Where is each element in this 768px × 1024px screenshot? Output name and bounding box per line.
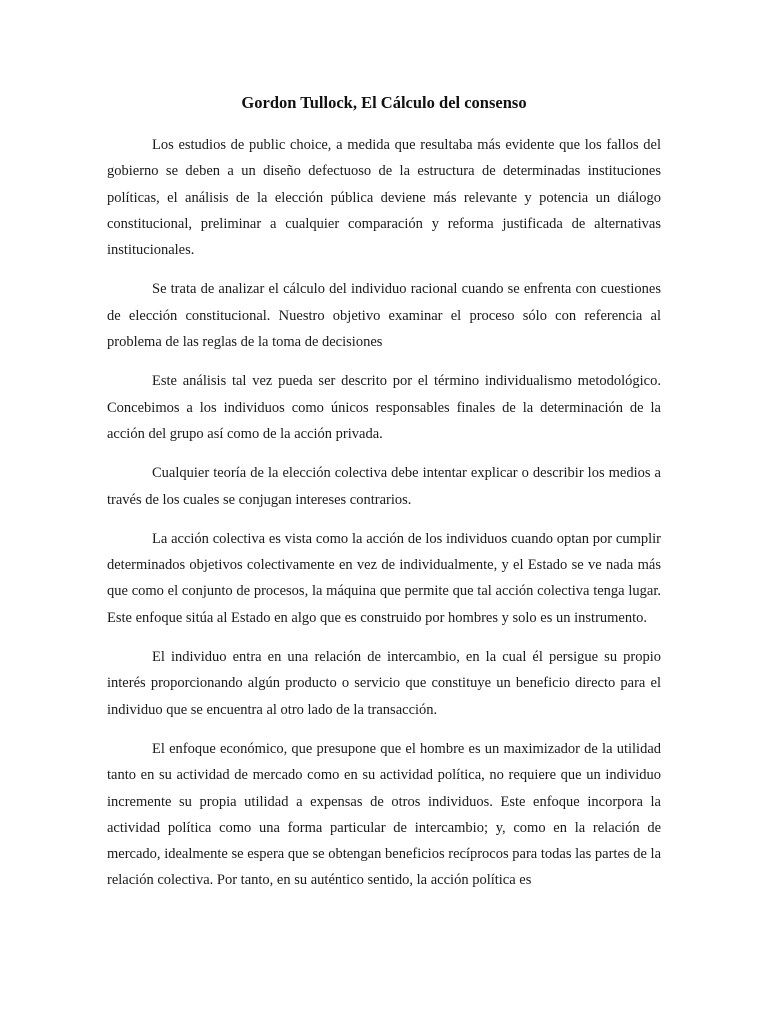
paragraph-2: Se trata de analizar el cálculo del individuo racional cuando se enfrenta con cuestiones de elección constitucional. Nuestro objetivo examinar el proceso sólo con referencia al problema de las reglas de la toma de decisiones [107, 281, 661, 351]
paragraph-7: El enfoque económico, que presupone que el hombre es un maximizador de la utilidad tanto en su actividad de mercado como en su actividad política, no requiere que un individuo incremente su propia utilidad a expensas de otros individuos. Este enfoque incorpora la actividad política como una forma particular de intercambio; y, como en la relación de mercado, idealmente se espera que se obtengan beneficios recíprocos para todas las partes de la relación colectiva. Por tanto, en su auténtico sentido, la acción política es [107, 740, 661, 889]
paragraph-1: Los estudios de public choice, a medida que resultaba más evidente que los fallos del gobierno se deben a un diseño defectuoso de la estructura de determinadas instituciones políticas, el análisis de la elección pública deviene más relevante y potencia un diálogo constitucional, preliminar a cualquier comparación y reforma justificada de alternativas institucionales. [107, 137, 661, 259]
paragraph-4: Cualquier teoría de la elección colectiva debe intentar explicar o describir los medios a través de los cuales se conjugan intereses contrarios. [107, 465, 661, 508]
document-title: Gordon Tullock, El Cálculo del consenso [241, 93, 527, 112]
document-body [107, 132, 661, 907]
paragraph-6: El individuo entra en una relación de intercambio, en la cual él persigue su propio interés proporcionando algún producto o servicio que constituye un beneficio directo para el individuo que se encuentra al otro lado de la transacción. [107, 649, 661, 718]
paragraph-5: La acción colectiva es vista como la acción de los individuos cuando optan por cumplir determinados objetivos colectivamente en vez de individualmente, y el Estado se ve nada más que como el conjunto de procesos, la máquina que permite que tal acción colectiva tenga lugar. Este enfoque sitúa al Estado en algo que es construido por hombres y solo es un instrumento. [107, 530, 661, 626]
paragraph-3: Este análisis tal vez pueda ser descrito por el término individualismo metodológico. Concebimos a los individuos como únicos responsables finales de la determinación de la acción del grupo así como de la acción privada. [107, 373, 661, 442]
